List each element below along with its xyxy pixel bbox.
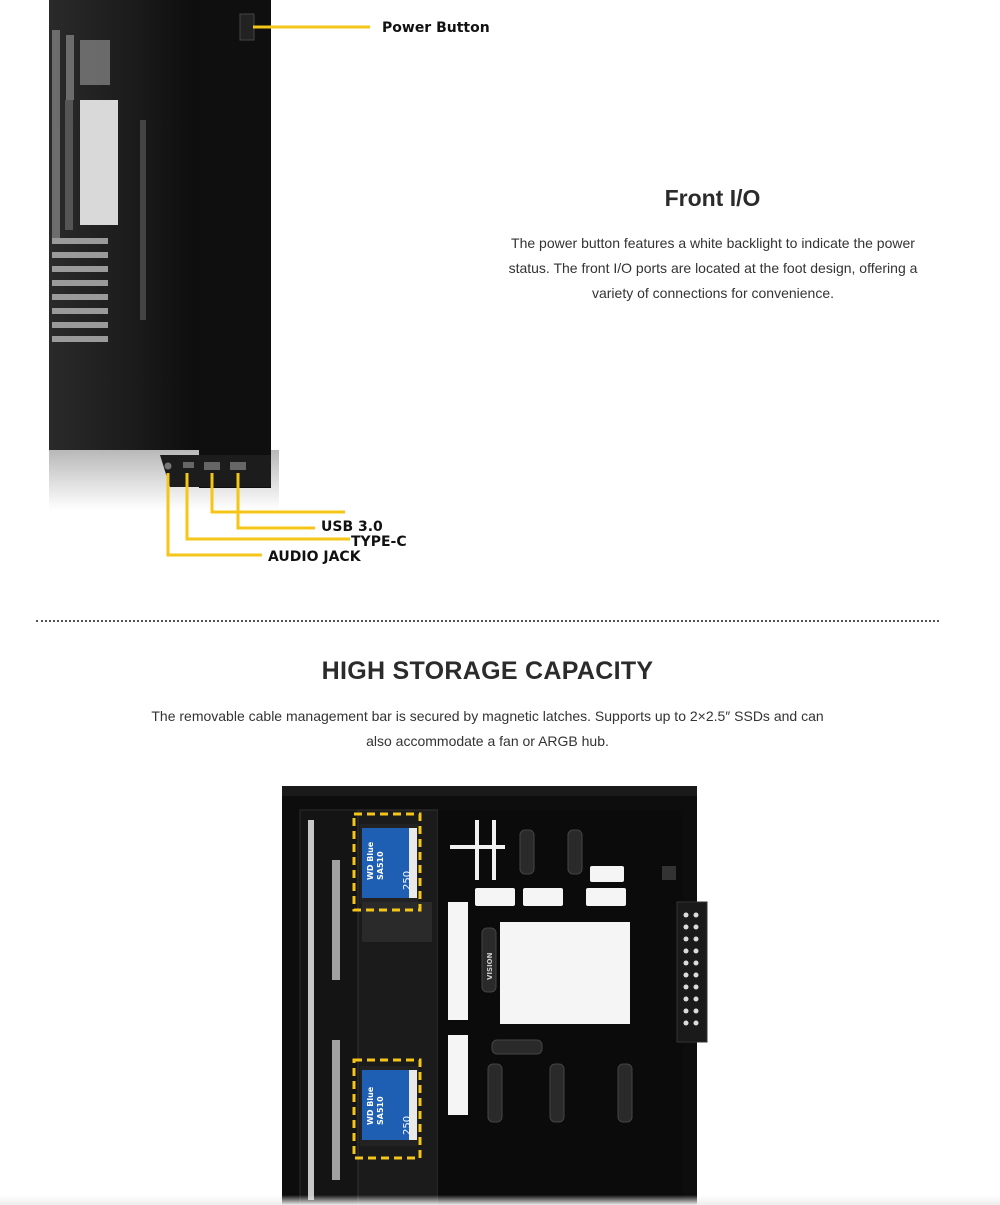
type-c-port [183,462,194,468]
ssd-bottom [354,1060,420,1158]
ssd-bottom-capacity: 250 [402,1115,413,1135]
usb-callout: USB 3.0 [321,519,383,535]
storage-description: The removable cable management bar is secured by magnetic latches. Supports up to 2×2.5″ SSDs and can also accommodate a fan or ARGB hub. [151,708,824,749]
ssd-top-label: WD Blue [366,841,375,880]
front-io-case-image [0,0,500,580]
ssd-top-model: SA510 [376,851,385,880]
power-button-callout: Power Button [382,20,490,36]
ssd-top [354,814,432,942]
audio-jack-callout: AUDIO JACK [268,549,361,565]
audio-jack-port [165,463,172,470]
storage-title: HIGH STORAGE CAPACITY [321,657,654,685]
section-divider [36,620,939,622]
ssd-bottom-model: SA510 [376,1096,385,1125]
front-io-title: Front I/O [664,185,761,211]
front-io-description: The power button features a white backlight to indicate the power status. The front I/O ports are located at the foot design, offering a variety of connections for convenience. [508,235,918,301]
storage-case-image [270,780,720,1205]
grommet-label: VISION [486,952,494,980]
ssd-bottom-label: WD Blue [366,1086,375,1125]
usb-port-1 [204,462,220,470]
type-c-callout: TYPE-C [351,534,407,550]
usb-port-2 [230,462,246,470]
bottom-edge [0,1195,1000,1205]
ssd-top-capacity: 250 [402,870,413,890]
